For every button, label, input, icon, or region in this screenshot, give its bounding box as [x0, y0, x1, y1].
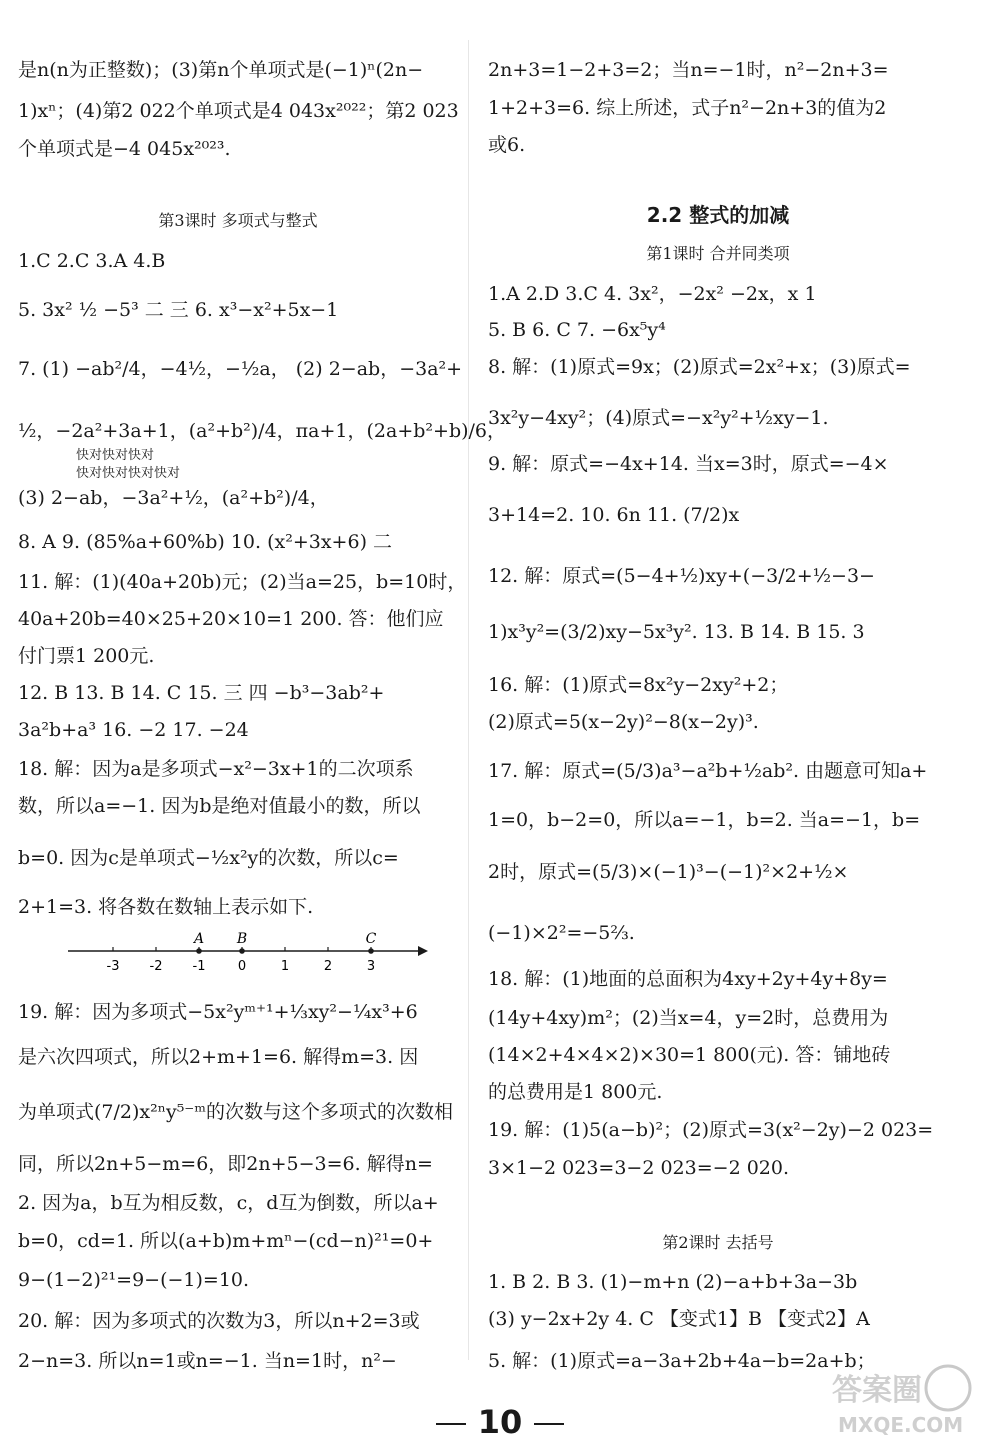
column-divider [468, 40, 469, 1360]
answer-line: 11. 解：(1)(40a+20b)元；(2)当a=25，b=10时， [18, 571, 467, 593]
answer-line: (−1)×2²=−5⅔. [488, 922, 635, 944]
answer-line: 5. B 6. C 7. −6x⁵y⁴ [488, 319, 666, 341]
answer-line: 付门票1 200元. [18, 645, 155, 667]
answer-line: 5. 解：(1)原式=a−3a+2b+4a−b=2a+b； [488, 1350, 876, 1372]
answer-line: 同，所以2n+5−m=6，即2n+5−3=6. 解得n= [18, 1153, 433, 1175]
number-line-point-label: C [365, 931, 377, 947]
answer-line: (3) y−2x+2y 4. C 【变式1】B 【变式2】A [488, 1308, 870, 1330]
answer-line: (14×2+4×4×2)×30=1 800(元). 答：铺地砖 [488, 1044, 891, 1066]
answer-line: 9. 解：原式=−4x+14. 当x=3时，原式=−4× [488, 453, 889, 475]
answer-line: b=0. 因为c是单项式−½x²y的次数，所以c= [18, 847, 399, 869]
footer-dash [534, 1423, 564, 1425]
number-line-tick-label: -3 [106, 959, 120, 974]
number-line-tick-label: -1 [192, 959, 206, 974]
text-line: 是n(n为正整数)；(3)第n个单项式是(−1)ⁿ(2n− [18, 59, 424, 81]
lesson-heading: 第2课时 去括号 [662, 1233, 774, 1252]
number-line [68, 925, 428, 977]
answer-line: 5. 3x² ½ −5³ 二 三 6. x³−x²+5x−1 [18, 299, 339, 321]
answer-line: 19. 解：因为多项式−5x²yᵐ⁺¹+⅓xy²−¼x³+6 [18, 1001, 418, 1023]
answer-line: (14y+4xy)m²；(2)当x=4，y=2时，总费用为 [488, 1007, 889, 1029]
text-line: 个单项式是−4 045x²⁰²³. [18, 138, 231, 160]
answer-line: 2−n=3. 所以n=1或n=−1. 当n=1时，n²− [18, 1350, 397, 1372]
text-line: 1+2+3=6. 综上所述，式子n²−2n+3的值为2 [488, 97, 887, 119]
answer-line: 12. B 13. B 14. C 15. 三 四 −b³−3ab²+ [18, 682, 385, 704]
number-line-point-label: A [193, 931, 205, 947]
answer-line: 7. (1) −ab²/4，−4½，−½a， (2) 2−ab，−3a²+ [18, 358, 463, 380]
answer-line: 8. A 9. (85%a+60%b) 10. (x²+3x+6) 二 [18, 531, 393, 553]
number-line-tick-label: 0 [237, 959, 247, 974]
answer-line: 是六次四项式，所以2+m+1=6. 解得m=3. 因 [18, 1046, 419, 1068]
answer-line: 2. 因为a，b互为相反数，c，d互为倒数，所以a+ [18, 1192, 439, 1214]
watermark-title: 答案圈 [832, 1373, 922, 1408]
number-line-tick-label: -2 [149, 959, 163, 974]
answer-line: 16. 解：(1)原式=8x²y−2xy²+2； [488, 674, 789, 696]
number-line-point [368, 948, 374, 954]
text-line: 或6. [488, 134, 526, 156]
answer-line: 的总费用是1 800元. [488, 1081, 663, 1103]
answer-line: (2)原式=5(x−2y)²−8(x−2y)³. [488, 711, 759, 733]
footer-dash [436, 1423, 466, 1425]
text-line: 1)xⁿ；(4)第2 022个单项式是4 043x²⁰²²；第2 023 [18, 100, 459, 122]
lesson-heading: 第3课时 多项式与整式 [158, 211, 318, 230]
answer-line: ½，−2a²+3a+1，(a²+b²)/4，πa+1，(2a+b²+b)/6， [18, 420, 507, 442]
number-line-tick-label: 3 [366, 959, 376, 974]
scribble-note: 快对快对快对 [76, 448, 155, 463]
answer-line: 20. 解：因为多项式的次数为3，所以n+2=3或 [18, 1310, 420, 1332]
number-line-arrow [418, 946, 428, 956]
answer-line: b=0，cd=1. 所以(a+b)m+mⁿ−(cd−n)²¹=0+ [18, 1230, 434, 1252]
number-line-point [196, 948, 202, 954]
answer-line: 1=0，b−2=0，所以a=−1，b=2. 当a=−1，b= [488, 809, 921, 831]
number-line-point [239, 948, 245, 954]
answer-line: 9−(1−2)²¹=9−(−1)=10. [18, 1269, 250, 1291]
text-line: 2n+3=1−2+3=2；当n=−1时，n²−2n+3= [488, 59, 889, 81]
answer-line: 3x²y−4xy²；(4)原式=−x²y²+½xy−1. [488, 407, 829, 429]
answer-line: 1. B 2. B 3. (1)−m+n (2)−a+b+3a−3b [488, 1271, 858, 1293]
answer-line: 2+1=3. 将各数在数轴上表示如下. [18, 896, 314, 918]
answer-line: 数，所以a=−1. 因为b是绝对值最小的数，所以 [18, 795, 421, 817]
answer-line: 18. 解：因为a是多项式−x²−3x+1的二次项系 [18, 758, 414, 780]
answer-line: 为单项式(7/2)x²ⁿy⁵⁻ᵐ的次数与这个多项式的次数相 [18, 1101, 453, 1123]
answer-line: 12. 解：原式=(5−4+½)xy+(−3/2+½−3− [488, 565, 875, 587]
section-title: 2.2 整式的加减 [646, 203, 790, 227]
answer-line: 1.A 2.D 3.C 4. 3x²，−2x² −2x，x 1 [488, 283, 817, 305]
answer-line: 18. 解：(1)地面的总面积为4xy+2y+4y+8y= [488, 968, 888, 990]
number-line-point-label: B [236, 931, 248, 947]
answer-line: 8. 解：(1)原式=9x；(2)原式=2x²+x；(3)原式= [488, 356, 911, 378]
answer-line: 1.C 2.C 3.A 4.B [18, 250, 166, 272]
watermark-domain: MXQE.COM [838, 1413, 964, 1437]
answer-line: 3a²b+a³ 16. −2 17. −24 [18, 719, 249, 741]
page-number: 10 [477, 1403, 523, 1441]
answer-line: 40a+20b=40×25+20×10=1 200. 答：他们应 [18, 608, 444, 630]
lesson-heading: 第1课时 合并同类项 [646, 244, 790, 263]
number-line-tick-label: 1 [280, 959, 290, 974]
answer-line: 1)x³y²=(3/2)xy−5x³y². 13. B 14. B 15. 3 [488, 621, 865, 643]
number-line-tick-label: 2 [323, 959, 333, 974]
watermark-ring [926, 1366, 970, 1410]
answer-line: 19. 解：(1)5(a−b)²；(2)原式=3(x²−2y)−2 023= [488, 1119, 934, 1141]
answer-line: 3+14=2. 10. 6n 11. (7/2)x [488, 504, 740, 526]
watermark-logo [828, 1360, 978, 1440]
answer-line: (3) 2−ab，−3a²+½，(a²+b²)/4， [18, 487, 329, 509]
answer-line: 2时，原式=(5/3)×(−1)³−(−1)²×2+½× [488, 861, 849, 883]
scribble-note: 快对快对快对快对 [76, 466, 181, 481]
answer-line: 3×1−2 023=3−2 023=−2 020. [488, 1157, 790, 1179]
answer-line: 17. 解：原式=(5/3)a³−a²b+½ab². 由题意可知a+ [488, 760, 928, 782]
